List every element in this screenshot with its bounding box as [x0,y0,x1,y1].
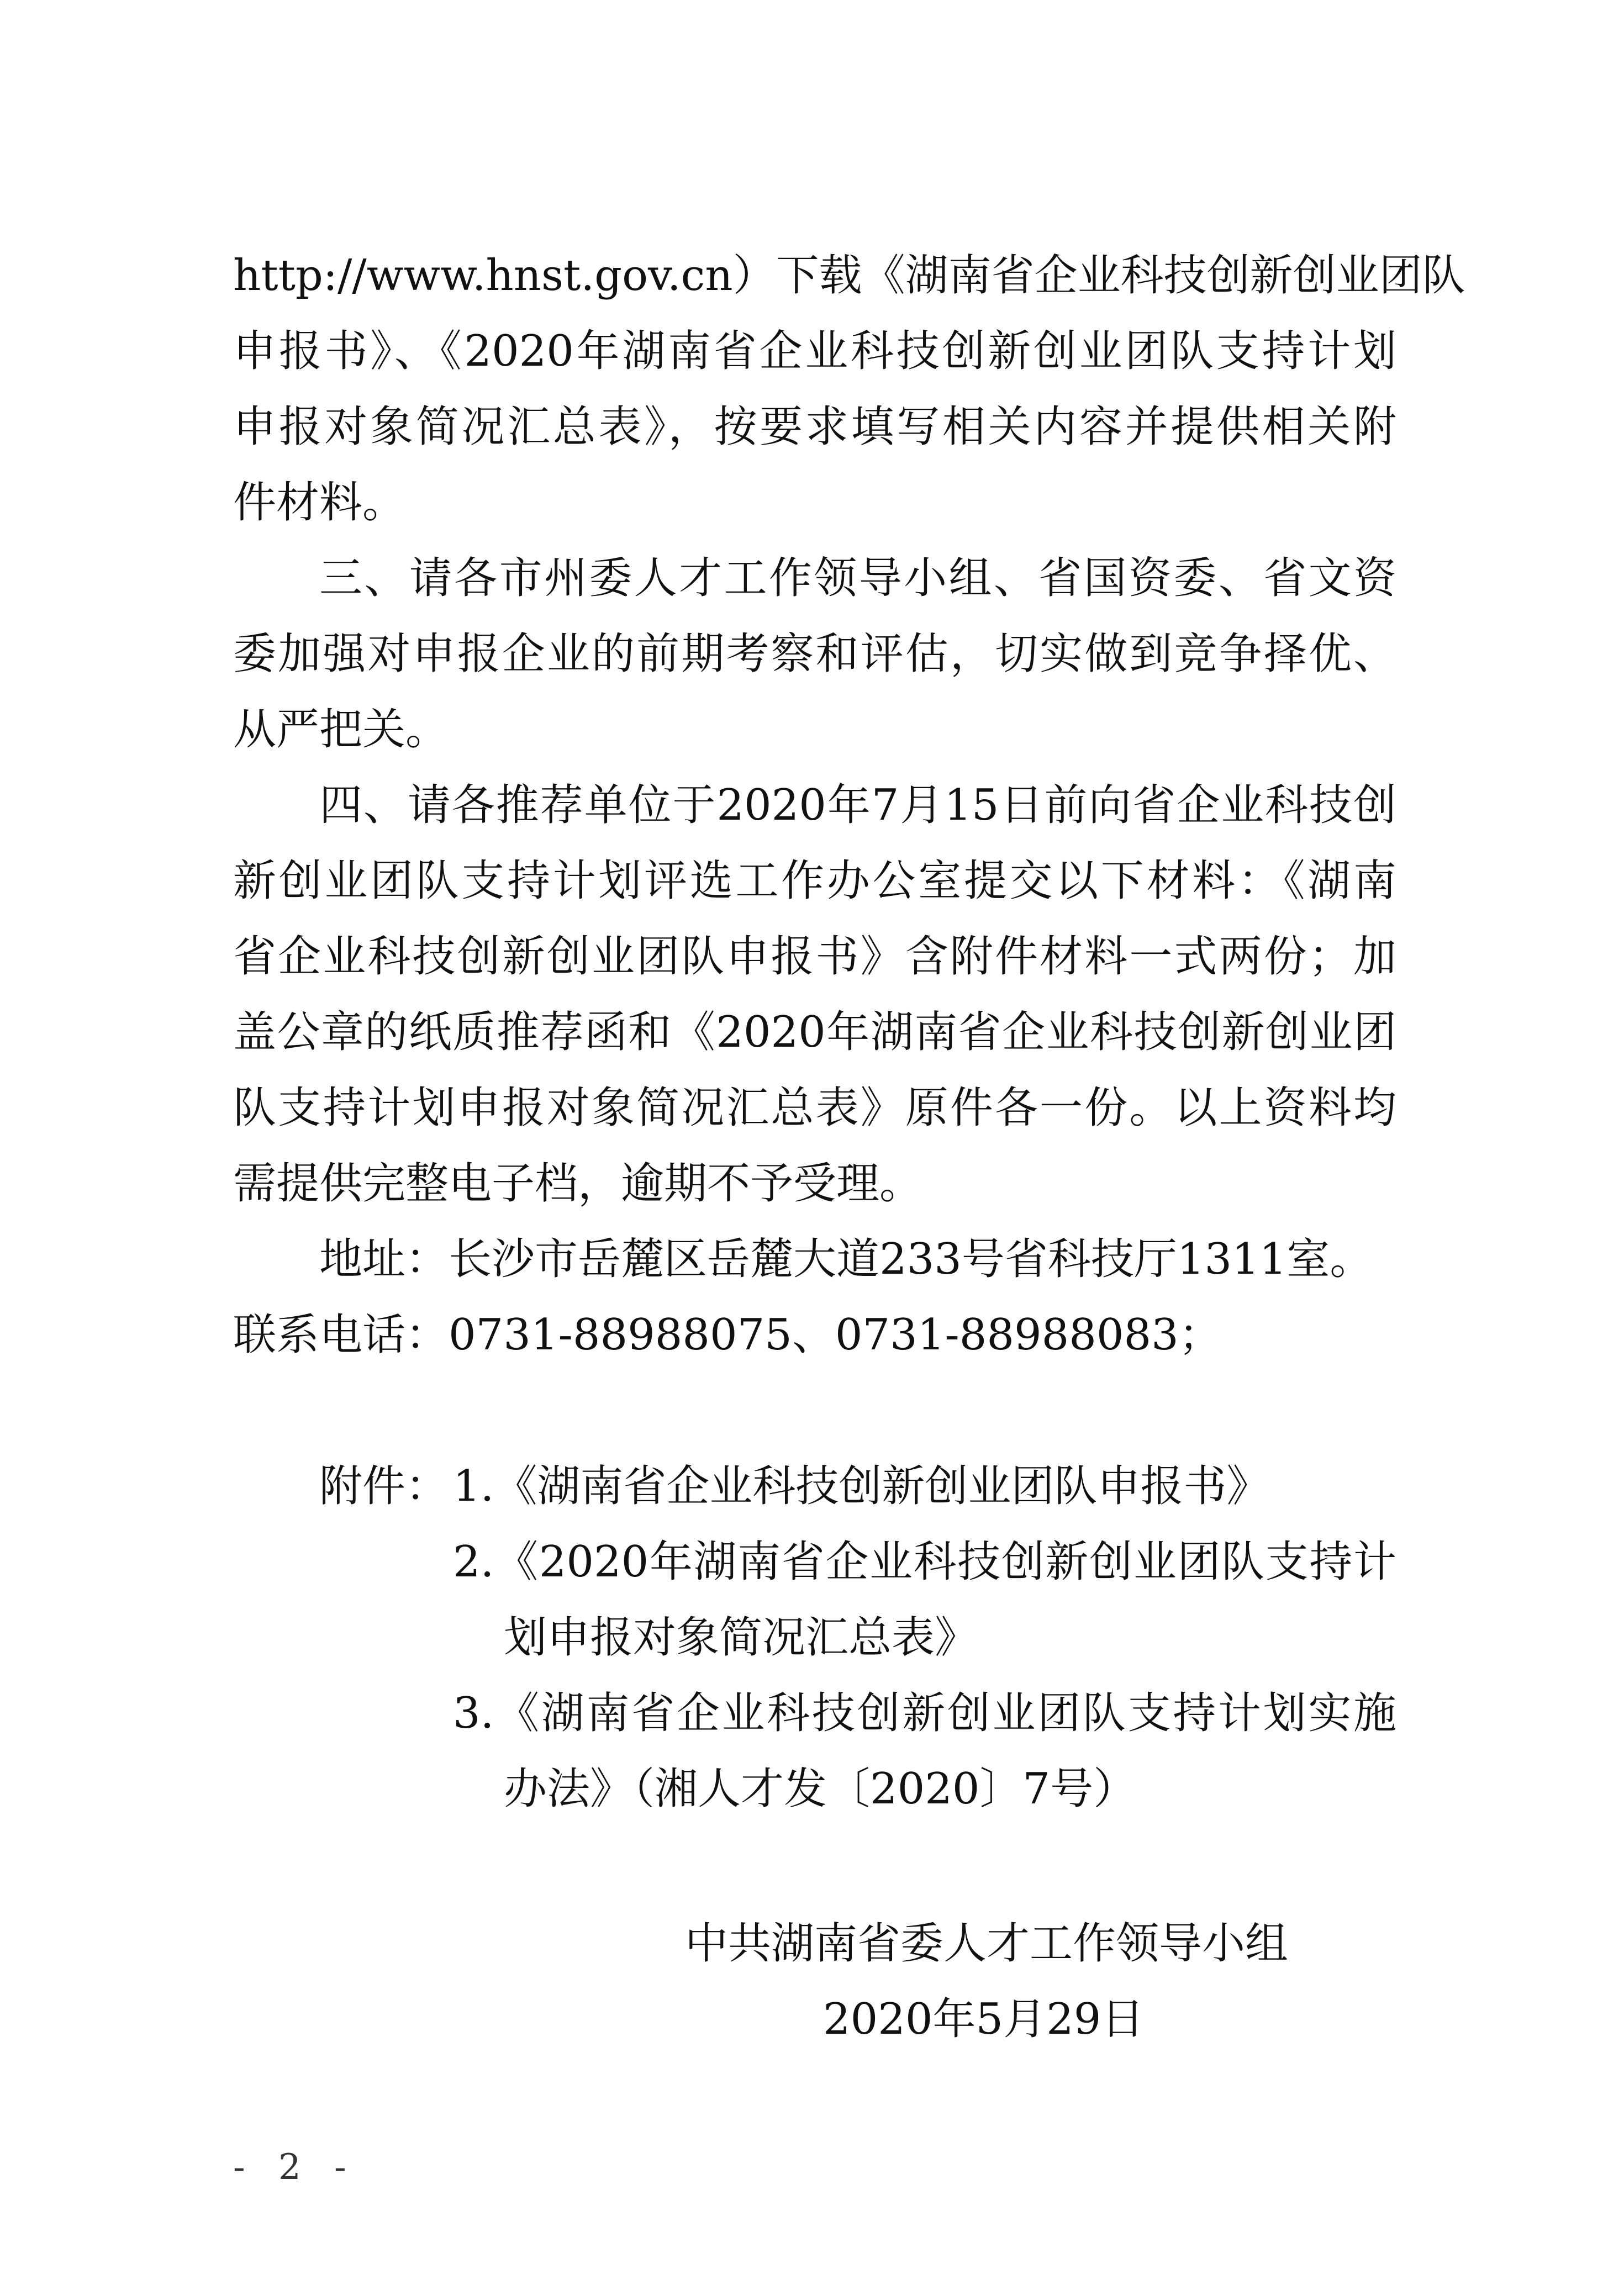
paragraph-1-line-1: http://www.hnst.gov.cn）下载《湖南省企业科技创新创业团队 [233,251,1465,300]
paragraph-2-line-3: 从严把关。 [233,705,449,754]
phone-line: 联系电话：0731-88988075、0731-88988083； [233,1310,1222,1360]
attachment-3-line-2: 办法》（湘人才发〔2020〕7号） [504,1764,1137,1814]
attachment-1: 1.《湖南省企业科技创新创业团队申报书》 [453,1461,1270,1511]
attachment-3-line-1: 3.《湖南省企业科技创新创业团队支持计划实施 [453,1689,1396,1738]
paragraph-3-line-6: 需提供完整电子档，逾期不予受理。 [233,1159,923,1209]
paragraph-1-line-4: 件材料。 [233,478,406,527]
paragraph-3-line-3: 省企业科技创新创业团队申报书》含附件材料一式两份；加 [233,932,1396,982]
attachment-2-line-1: 2.《2020年湖南省企业科技创新创业团队支持计 [453,1537,1396,1587]
paragraph-3-line-2: 新创业团队支持计划评选工作办公室提交以下材料：《湖南 [233,856,1396,906]
signature-date: 2020年5月29日 [823,1994,1145,2044]
address-line: 地址：长沙市岳麓区岳麓大道233号省科技厅1311室。 [319,1234,1373,1284]
attachments-label: 附件： [319,1461,449,1511]
paragraph-1-line-3: 申报对象简况汇总表》，按要求填写相关内容并提供相关附 [233,402,1396,452]
attachment-2-line-2: 划申报对象简况汇总表》 [504,1613,978,1663]
paragraph-3-line-4: 盖公章的纸质推荐函和《2020年湖南省企业科技创新创业团 [233,1007,1396,1057]
paragraph-3-line-1: 四、请各推荐单位于2020年7月15日前向省企业科技创 [319,780,1396,830]
paragraph-3-line-5: 队支持计划申报对象简况汇总表》原件各一份。以上资料均 [233,1083,1396,1133]
page-number: - 2 - [233,2147,357,2188]
paragraph-2-line-2: 委加强对申报企业的前期考察和评估，切实做到竞争择优、 [233,629,1396,679]
paragraph-1-line-2: 申报书》、《2020年湖南省企业科技创新创业团队支持计划 [233,326,1396,376]
paragraph-2-line-1: 三、请各市州委人才工作领导小组、省国资委、省文资 [319,553,1396,603]
signature-organization: 中共湖南省委人才工作领导小组 [685,1919,1289,1969]
